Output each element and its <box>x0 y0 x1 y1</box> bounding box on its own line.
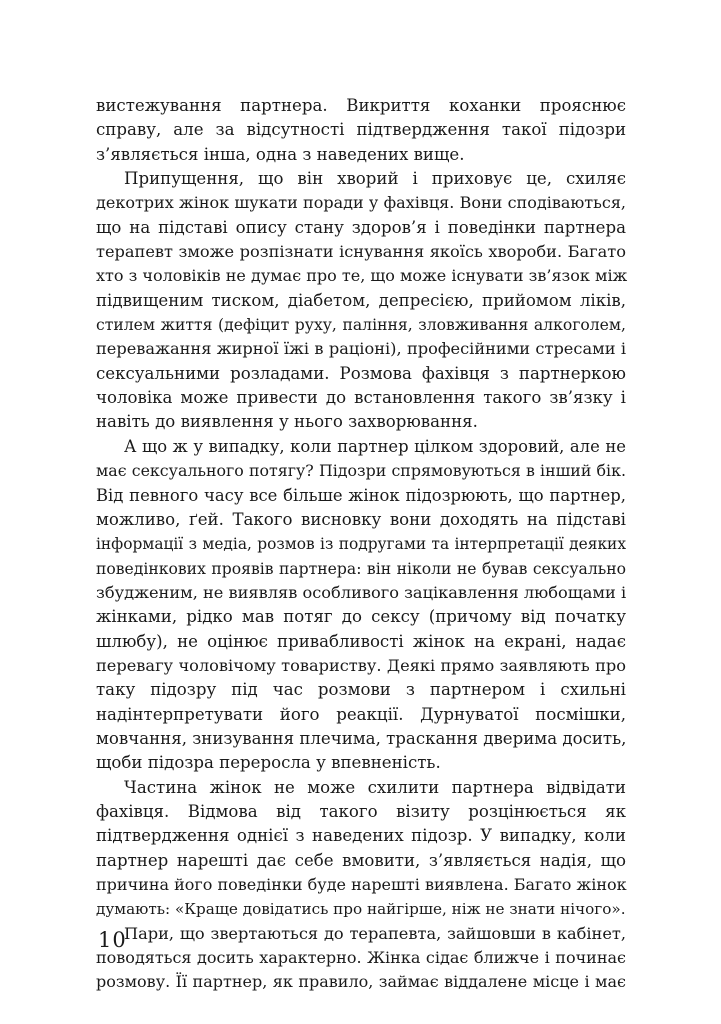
text-line: справу, але за відсутності підтвердження такої підозри <box>96 120 626 140</box>
page-number: 10 <box>98 928 127 952</box>
text-line: сексуальними розладами. Розмова фахівця з партнеркою <box>96 363 626 383</box>
text-line: вистежування партнера. Викриття коханки прояснює <box>96 96 626 115</box>
text-line: надінтерпретувати його реакції. Дурнуватої посмішки, <box>96 704 626 724</box>
text-line: фахівця. Відмова від такого візиту розцінюється як <box>96 801 626 821</box>
text-line: має сексуального потягу? Підозри спрямовуються в інший бік. <box>96 461 626 481</box>
text-line: переважання жирної їжі в раціоні), професійними стресами і <box>96 339 626 359</box>
text-line: збудженим, не виявляв особливого зацікавлення любощами і <box>96 582 627 602</box>
text-line: шлюбу), не оцінює привабливості жінок на екрані, надає <box>96 631 626 651</box>
text-line: причина його поведінки буде нарешті виявлена. Багато жінок <box>96 875 627 894</box>
text-line: навіть до виявлення у нього захворювання. <box>96 412 478 432</box>
text-line: поведінкових проявів партнера: він ніколи не бував сексуально <box>96 559 626 578</box>
text-line: Припущення, що він хворий і приховує це, схиляє <box>124 169 626 189</box>
text-line: стилем життя (дефіцит руху, паління, зловживання алкоголем, <box>96 316 626 335</box>
text-line: терапевт зможе розпізнати існування якоїсь хвороби. Багато <box>96 242 626 262</box>
text-line: перевагу чоловічому товариству. Деякі прямо заявляють про <box>96 655 626 675</box>
body-text <box>96 94 626 995</box>
text-line: можливо, ґей. Такого висновку вони доходять на підставі <box>96 509 626 529</box>
text-line: жінками, рідко мав потяг до сексу (причому від початку <box>96 607 626 627</box>
text-line: інформації з медіа, розмов із подругами та інтерпретації деяких <box>96 535 626 554</box>
text-line: поводяться досить характерно. Жінка сідає ближче і починає <box>96 948 626 968</box>
text-line: підвищеним тиском, діабетом, депресією, прийомом ліків, <box>96 290 626 310</box>
text-line: партнер нарешті дає себе вмовити, з’являється надія, що <box>96 850 626 870</box>
text-line: таку підозру під час розмови з партнером і схильні <box>96 680 626 700</box>
text-line: А що ж у випадку, коли партнер цілком здоровий, але не <box>124 436 626 456</box>
text-line: підтвердження однієї з наведених підозр. У випадку, коли <box>96 826 626 846</box>
text-line: щоби підозра переросла у впевненість. <box>96 753 441 773</box>
text-line: Частина жінок не може схилити партнера відвідати <box>124 777 626 797</box>
text-line: розмову. Її партнер, як правило, займає віддалене місце і має <box>96 972 626 992</box>
text-line: Пари, що звертаються до терапевта, зайшовши в кабінет, <box>124 923 626 943</box>
text-line: що на підставі опису стану здоров’я і поведінки партнера <box>96 217 626 237</box>
text-line: думають: «Краще довідатись про найгірше, ніж не знати нічого». <box>96 900 626 919</box>
text-line: декотрих жінок шукати поради у фахівця. Вони сподіваються, <box>96 193 626 213</box>
text-line: з’являється інша, одна з наведених вище. <box>96 144 465 164</box>
text-line: чоловіка може привести до встановлення такого зв’язку і <box>96 388 626 408</box>
text-line: хто з чоловіків не думає про те, що може існувати зв’язок між <box>96 266 628 286</box>
text-line: мовчання, знизування плечима, траскання дверима досить, <box>96 728 627 748</box>
text-line: Від певного часу все більше жінок підозрюють, що партнер, <box>96 485 626 505</box>
